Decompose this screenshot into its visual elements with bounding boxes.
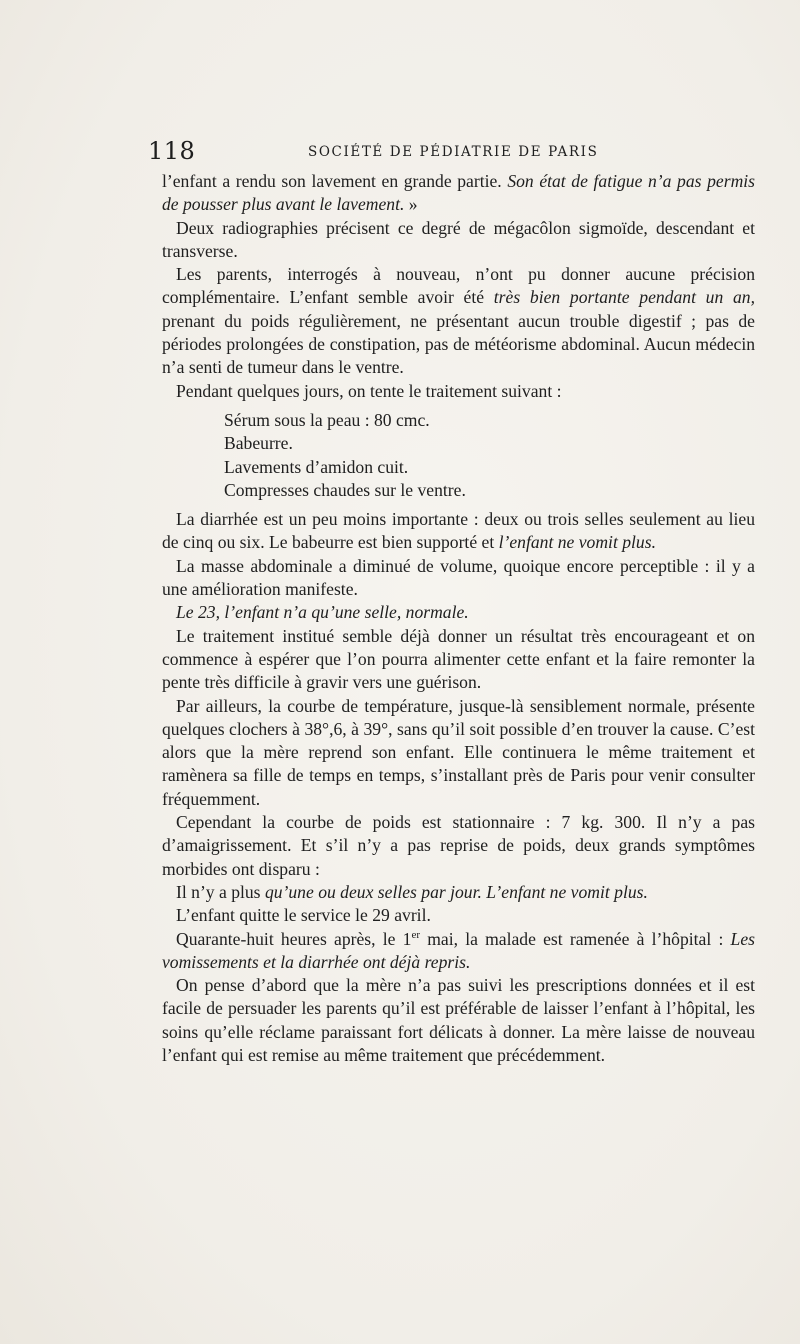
treatment-list xyxy=(224,409,755,502)
list-item: Babeurre. xyxy=(224,433,293,454)
paragraph: Il n’y a plus qu’une ou deux selles par jour. L’enfant ne vomit plus. xyxy=(176,881,648,902)
page-body xyxy=(162,170,755,1067)
paragraph: Deux radiographies précisent ce degré de mégacôlon sigmoïde, descendant et transverse. xyxy=(162,217,755,261)
paragraph: Le 23, l’enfant n’a qu’une selle, normale. xyxy=(176,602,469,623)
list-item: Compresses chaudes sur le ventre. xyxy=(224,479,466,500)
page-header xyxy=(148,136,752,166)
paragraph: La diarrhée est un peu moins importante : deux ou trois selles seulement au lieu de cinq ou six. Le babeurre est bien supporté et l’enfant ne vomit plus. xyxy=(162,509,755,553)
paragraph: On pense d’abord que la mère n’a pas suivi les prescriptions données et il est facile de persuader les parents qu’il est préférable de laisser l’enfant à l’hôpital, les soins qu’elle réclame paraissant fort délicats à donner. La mère laisse de nouveau l’enfant qui est remise au même traitement que précédemment. xyxy=(162,975,755,1065)
page-number: 118 xyxy=(148,137,196,165)
paragraph: Quarante-huit heures après, le 1er mai, la malade est ramenée à l’hôpital : Les vomissements et la diarrhée ont déjà repris. xyxy=(162,928,755,972)
running-head: SOCIÉTÉ DE PÉDIATRIE DE PARIS xyxy=(308,144,599,160)
paragraph: Cependant la courbe de poids est stationnaire : 7 kg. 300. Il n’y a pas d’amaigrissement. Et s’il n’y a pas reprise de poids, deux grands symptômes morbides ont disparu : xyxy=(162,812,755,879)
paragraph: Les parents, interrogés à nouveau, n’ont pu donner aucune précision complémentaire. L’enfant semble avoir été très bien portante pendant un an, prenant du poids régulièrement, ne présentant aucun trouble digestif ; pas de périodes prolongées de constipation, pas de météorisme abdominal. Aucun médecin n’a senti de tumeur dans le ventre. xyxy=(162,264,755,378)
paragraph: Pendant quelques jours, on tente le traitement suivant : xyxy=(176,380,562,401)
list-item: Sérum sous la peau : 80 cmc. xyxy=(224,409,430,430)
paragraph: L’enfant quitte le service le 29 avril. xyxy=(176,905,431,926)
list-item: Lavements d’amidon cuit. xyxy=(224,456,409,477)
paragraph: Par ailleurs, la courbe de température, jusque-là sensiblement normale, présente quelques clochers à 38°,6, à 39°, sans qu’il soit possible d’en trouver la cause. C’est alors que la mère reprend son enfant. Elle continuera le même traitement et ramènera sa fille de temps en temps, s’installant près de Paris pour venir consulter fréquemment. xyxy=(162,695,755,809)
paragraph: l’enfant a rendu son lavement en grande partie. Son état de fatigue n’a pas permis de pousser plus avant le lavement. » xyxy=(162,171,756,215)
paragraph: La masse abdominale a diminué de volume, quoique encore perceptible : il y a une amélioration manifeste. xyxy=(162,555,755,600)
paragraph: Le traitement institué semble déjà donner un résultat très encourageant et on commence à espérer que l’on pourra alimenter cette enfant et la faire remonter la pente très difficile à gravir vers une guérison. xyxy=(162,625,755,693)
